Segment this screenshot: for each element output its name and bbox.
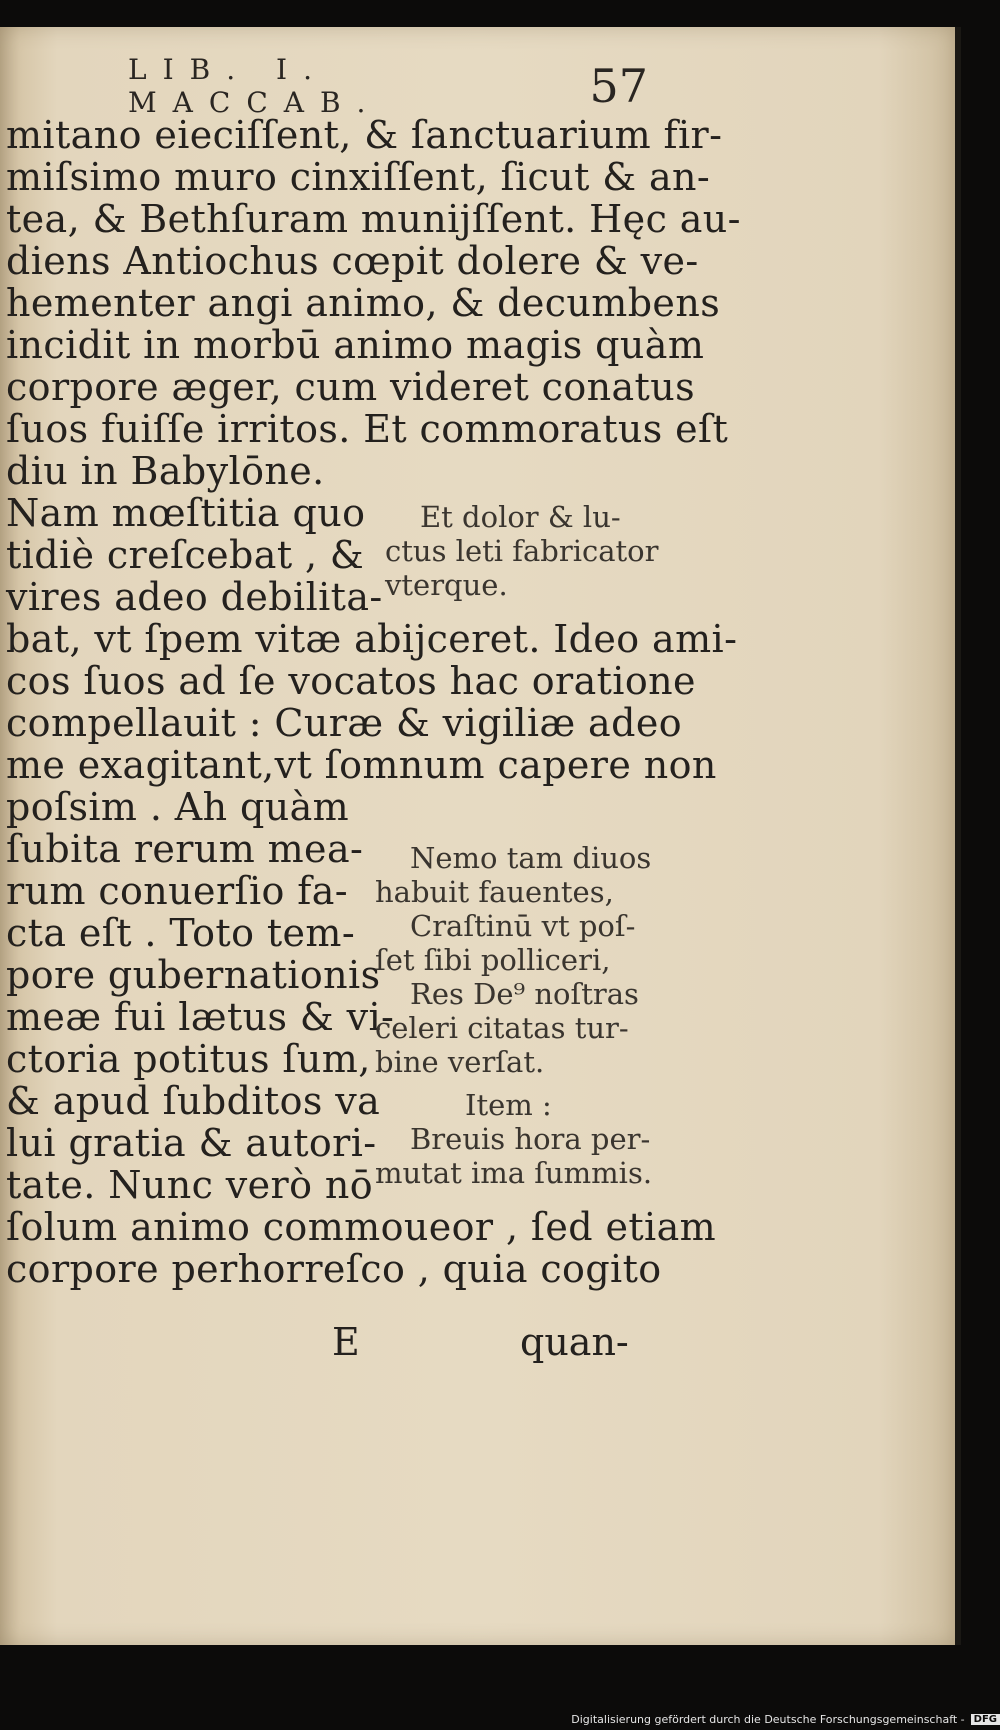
text-line: hementer angi animo, & decumbens	[6, 281, 721, 325]
text-line: ctoria potitus ſum,	[6, 1037, 371, 1081]
text-line: rum conuerſio fa-	[6, 869, 349, 913]
text-line: & apud ſubditos va	[6, 1079, 381, 1123]
text-line: incidit in morbū animo magis quàm	[6, 323, 705, 367]
margin-note-line: bine verſat.	[375, 1045, 545, 1079]
text-line: diu in Babylōne.	[6, 449, 325, 493]
text-line: me exagitant,vt ſomnum capere non	[6, 743, 717, 787]
margin-note-line: celeri citatas tur-	[375, 1011, 629, 1045]
margin-note-line: Craſtinū vt poſ-	[410, 909, 636, 943]
catchword: quan-	[520, 1320, 629, 1364]
running-head: LIB. I. MACCAB.	[128, 53, 382, 119]
text-line: Nam mœſtitia quo	[6, 491, 366, 535]
text-line: cta eſt . Toto tem-	[6, 911, 356, 955]
margin-note-line: vterque.	[385, 568, 508, 602]
margin-note-line: Nemo tam diuos	[410, 841, 652, 875]
margin-note-line: ſet ſibi polliceri,	[375, 943, 611, 977]
text-line: corpore perhorreſco , quia cogito	[6, 1247, 662, 1291]
digitization-footer	[560, 1712, 1000, 1726]
text-line: tate. Nunc verò nō	[6, 1163, 374, 1207]
margin-note-line: habuit fauentes,	[375, 875, 614, 909]
margin-note-line: mutat ima ſummis.	[375, 1156, 653, 1190]
text-line: ſubita rerum mea-	[6, 827, 364, 871]
text-line: ſuos fuiſſe irritos. Et commoratus eſt	[6, 407, 729, 451]
text-line: pore gubernationis	[6, 953, 381, 997]
text-line: miſsimo muro cinxiſſent, ſicut & an-	[6, 155, 711, 199]
text-line: vires adeo debilita-	[6, 575, 383, 619]
margin-note-line: Res De⁹ noſtras	[410, 977, 639, 1011]
signature-mark: E	[332, 1320, 360, 1364]
margin-note-line: Breuis hora per-	[410, 1122, 651, 1156]
text-line: diens Antiochus cœpit dolere & ve-	[6, 239, 699, 283]
margin-note-line: Item :	[465, 1088, 552, 1122]
text-line: poſsim . Ah quàm	[6, 785, 350, 829]
text-line: meæ fui lætus & vi-	[6, 995, 395, 1039]
text-line: cos ſuos ad ſe vocatos hac oratione	[6, 659, 696, 703]
text-line: tea, & Bethſuram munijſſent. Hęc au-	[6, 197, 741, 241]
text-line: lui gratia & autori-	[6, 1121, 377, 1165]
footer-credit: Digitalisierung gefördert durch die Deutsche Forschungsgemeinschaft -	[571, 1712, 965, 1726]
margin-note-line: Et dolor & lu-	[420, 500, 621, 534]
text-line: corpore æger, cum videret conatus	[6, 365, 695, 409]
page-edge	[955, 27, 961, 1645]
text-line: compellauit : Curæ & vigiliæ adeo	[6, 701, 682, 745]
text-line: tidiè creſcebat , &	[6, 533, 365, 577]
page-number: 57	[589, 59, 648, 113]
text-line: bat, vt ſpem vitæ abijceret. Ideo ami-	[6, 617, 738, 661]
text-line: ſolum animo commoueor , ſed etiam	[6, 1205, 717, 1249]
dfg-logo-icon: DFG	[971, 1714, 1000, 1725]
text-line: mitano eieciſſent, & ſanctuarium fir-	[6, 113, 723, 157]
margin-note-line: ctus leti fabricator	[385, 534, 659, 568]
page-header	[128, 53, 648, 119]
